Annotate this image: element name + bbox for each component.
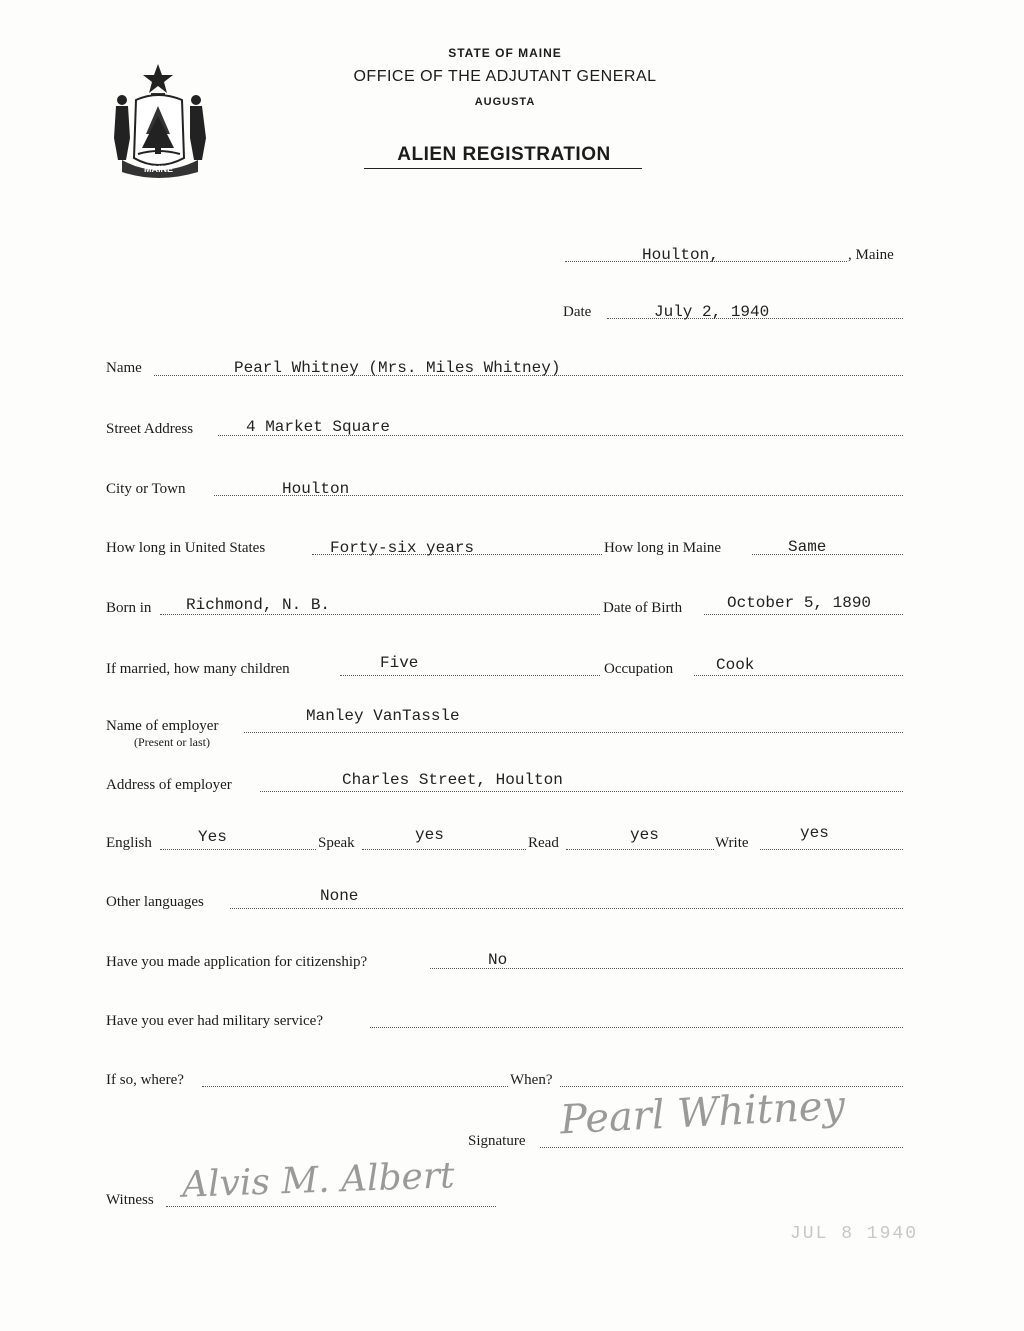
married-label: If married, how many children [106,661,290,677]
street-value: 4 Market Square [246,418,391,436]
applicant-signature: Pearl Whitney [558,1082,847,1144]
dob-line [704,614,903,615]
born-in-line [160,614,600,615]
state-heading: STATE OF MAINE [448,46,562,60]
write-label: Write [715,835,749,851]
maine-label: , Maine [848,247,894,263]
witness-label: Witness [106,1192,154,1208]
seal-icon [108,60,214,180]
speak-value: yes [415,826,444,844]
received-stamp: JUL 8 1940 [790,1224,919,1244]
where-line [202,1086,508,1087]
how-long-maine-label: How long in Maine [604,540,722,556]
write-value: yes [800,824,829,842]
employer-note: (Present or last) [134,735,210,749]
dob-value: October 5, 1890 [727,594,872,612]
employer-address-value: Charles Street, Houlton [342,771,563,789]
witness-line [166,1206,496,1207]
how-long-maine-line [752,554,903,555]
name-label: Name [106,360,142,376]
form-title: ALIEN REGISTRATION [397,144,611,165]
seal-banner-text: MAINE [144,164,173,174]
date-value: July 2, 1940 [654,303,770,321]
city-town-label: City or Town [106,481,186,497]
street-label: Street Address [106,421,194,437]
read-value: yes [630,826,659,844]
when-label: When? [510,1072,553,1088]
signature-label: Signature [468,1133,526,1149]
other-languages-value: None [320,887,359,905]
english-label: English [106,835,152,851]
employer-address-line [260,791,903,792]
when-line [560,1086,903,1087]
read-label: Read [528,835,559,851]
maine-seal [108,60,214,180]
witness-signature: Alvis M. Albert [181,1155,456,1206]
speak-label: Speak [318,835,355,851]
date-label: Date [563,304,592,320]
english-line [160,849,316,850]
other-languages-line [230,908,903,909]
born-in-label: Born in [106,600,152,616]
how-long-maine-value: Same [788,538,827,556]
citizenship-value: No [488,951,508,969]
other-languages-label: Other languages [106,894,204,910]
occupation-value: Cook [716,656,755,674]
speak-line [362,849,526,850]
military-line [370,1027,903,1028]
read-line [566,849,714,850]
born-in-value: Richmond, N. B. [186,596,331,614]
city-heading: AUGUSTA [474,96,536,108]
office-heading: OFFICE OF THE ADJUTANT GENERAL [353,68,657,85]
english-value: Yes [198,828,227,846]
where-label: If so, where? [106,1072,184,1088]
employer-label: Name of employer [106,718,219,734]
children-line [340,675,600,676]
employer-line [244,732,903,733]
employer-address-label: Address of employer [106,777,232,793]
citizenship-label: Have you made application for citizenship? [106,954,368,970]
employer-value: Manley VanTassle [306,707,460,725]
occupation-line [694,675,903,676]
title-underline [364,168,642,169]
children-value: Five [380,654,419,672]
name-value: Pearl Whitney (Mrs. Miles Whitney) [234,359,561,377]
how-long-us-value: Forty-six years [330,539,475,557]
dob-label: Date of Birth [603,600,683,616]
write-line [760,849,903,850]
place-value: Houlton, [642,246,719,264]
city-town-value: Houlton [282,480,350,498]
occupation-label: Occupation [604,661,674,677]
how-long-us-label: How long in United States [106,540,266,556]
signature-line [540,1147,903,1148]
military-label: Have you ever had military service? [106,1013,323,1029]
